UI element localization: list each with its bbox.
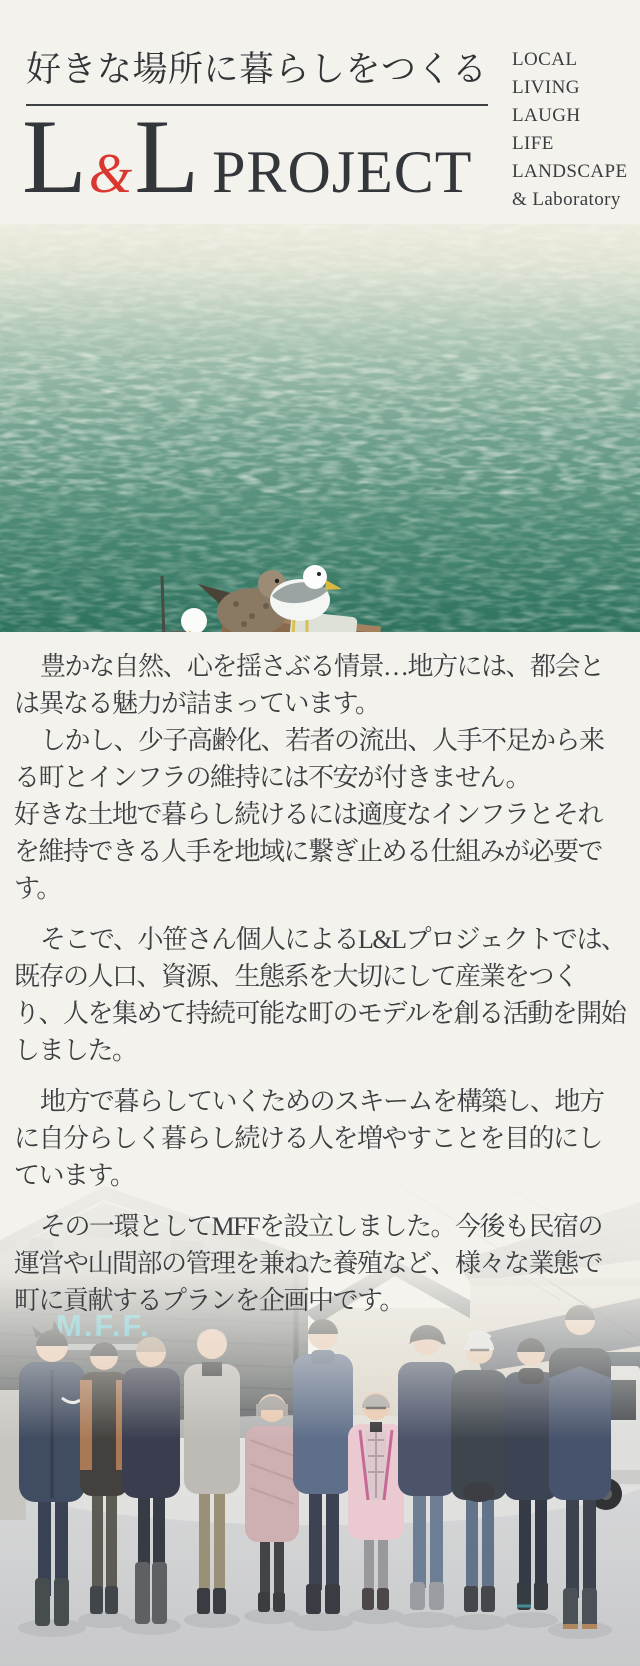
logo-word-list xyxy=(512,46,628,214)
logo-letter-l1: L xyxy=(22,98,87,215)
word-list-item: LAUGH xyxy=(512,105,581,126)
word-list-item: LIFE xyxy=(512,133,554,154)
paragraph: その一環としてMFFを設立しました。今後も民宿の運営や山間部の管理を兼ねた養殖など、様々な業態で町に貢献するプランを企画中です。 xyxy=(14,1212,603,1315)
header xyxy=(0,0,640,224)
paragraph: 地方で暮らしていくためのスキームを構築し、地方に自分らしく暮らし続ける人を増やすことを目的にしています。 xyxy=(14,1087,604,1190)
logo-ampersand: & xyxy=(88,143,133,205)
logo-project-word: PROJECT xyxy=(212,139,473,205)
paragraph: 豊かな自然、心を揺さぶる情景…地方には、都会とは異なる魅力が詰まっています。 xyxy=(14,652,604,718)
body-copy xyxy=(0,636,640,1319)
paragraph: 好きな土地で暮らし続けるには適度なインフラとそれを維持できる人手を地域に繋ぎ止める仕組みが必要です。 xyxy=(14,800,603,903)
tagline: 好きな場所に暮らしをつくる xyxy=(26,42,488,106)
hero-photo xyxy=(0,224,640,632)
logo-letter-l2: L xyxy=(134,98,200,215)
word-list-item: & Laboratory xyxy=(512,189,621,210)
paragraph: しかし、少子高齢化、若者の流出、人手不足から来る町とインフラの維持には不安が付きません。 xyxy=(14,726,604,792)
word-list-item: LIVING xyxy=(512,77,580,98)
logo xyxy=(22,98,473,215)
word-list-item: LOCAL xyxy=(512,49,578,70)
paragraph: そこで、小笹さん個人によるL&Lプロジェクトでは、既存の人口、資源、生態系を大切にして産業をつくり、人を集めて持続可能な町のモデルを創る活動を開始しました。 xyxy=(14,925,626,1065)
word-list-item: LANDSCAPE xyxy=(512,161,628,182)
